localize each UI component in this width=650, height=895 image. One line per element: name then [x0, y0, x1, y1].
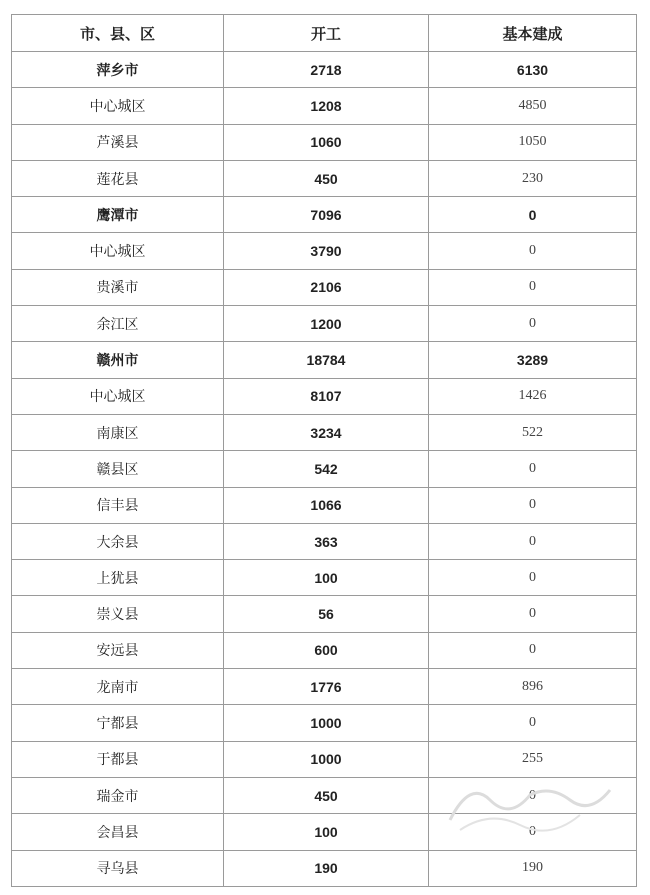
table-row: [12, 814, 637, 850]
started-cell: 7096: [224, 197, 429, 233]
started-cell: 1066: [224, 487, 429, 523]
region-cell: 芦溪县: [12, 124, 224, 160]
started-cell: 1000: [224, 705, 429, 741]
table-body: [12, 52, 637, 887]
table-row: [12, 632, 637, 668]
region-cell: 宁都县: [12, 705, 224, 741]
table-row: [12, 850, 637, 886]
started-cell: 3234: [224, 414, 429, 450]
table-row: [12, 88, 637, 124]
region-cell: 南康区: [12, 414, 224, 450]
completed-cell: 0: [429, 814, 637, 850]
started-cell: 18784: [224, 342, 429, 378]
started-cell: 8107: [224, 378, 429, 414]
started-cell: 1208: [224, 88, 429, 124]
table-row: [12, 487, 637, 523]
region-cell: 信丰县: [12, 487, 224, 523]
started-cell: 190: [224, 850, 429, 886]
region-cell: 瑞金市: [12, 777, 224, 813]
table-row: [12, 342, 637, 378]
table-row: [12, 451, 637, 487]
started-cell: 1776: [224, 669, 429, 705]
region-cell: 鹰潭市: [12, 197, 224, 233]
completed-cell: 4850: [429, 88, 637, 124]
housing-stats-table: [11, 14, 637, 887]
completed-cell: 0: [429, 306, 637, 342]
region-cell: 寻乌县: [12, 850, 224, 886]
completed-cell: 0: [429, 523, 637, 559]
started-cell: 600: [224, 632, 429, 668]
region-cell: 中心城区: [12, 233, 224, 269]
completed-cell: 896: [429, 669, 637, 705]
completed-cell: 190: [429, 850, 637, 886]
table-row: [12, 414, 637, 450]
completed-cell: 0: [429, 451, 637, 487]
completed-cell: 1050: [429, 124, 637, 160]
region-cell: 龙南市: [12, 669, 224, 705]
completed-cell: 1426: [429, 378, 637, 414]
completed-cell: 6130: [429, 52, 637, 88]
header-started: 开工: [224, 15, 429, 52]
table-row: [12, 741, 637, 777]
completed-cell: 0: [429, 632, 637, 668]
region-cell: 安远县: [12, 632, 224, 668]
header-region: 市、县、区: [12, 15, 224, 52]
table-row: [12, 705, 637, 741]
table-row: [12, 233, 637, 269]
completed-cell: 230: [429, 160, 637, 196]
completed-cell: 0: [429, 560, 637, 596]
region-cell: 上犹县: [12, 560, 224, 596]
completed-cell: 522: [429, 414, 637, 450]
started-cell: 100: [224, 814, 429, 850]
started-cell: 363: [224, 523, 429, 559]
started-cell: 2718: [224, 52, 429, 88]
completed-cell: 0: [429, 777, 637, 813]
table-row: [12, 269, 637, 305]
table-row: [12, 124, 637, 160]
completed-cell: 0: [429, 705, 637, 741]
region-cell: 中心城区: [12, 88, 224, 124]
started-cell: 1000: [224, 741, 429, 777]
region-cell: 赣州市: [12, 342, 224, 378]
table-row: [12, 197, 637, 233]
region-cell: 贵溪市: [12, 269, 224, 305]
table-row: [12, 523, 637, 559]
region-cell: 余江区: [12, 306, 224, 342]
table-header-row: [12, 15, 637, 52]
started-cell: 1060: [224, 124, 429, 160]
completed-cell: 3289: [429, 342, 637, 378]
table-row: [12, 160, 637, 196]
region-cell: 赣县区: [12, 451, 224, 487]
completed-cell: 255: [429, 741, 637, 777]
table-row: [12, 777, 637, 813]
started-cell: 56: [224, 596, 429, 632]
started-cell: 450: [224, 160, 429, 196]
table-row: [12, 669, 637, 705]
region-cell: 崇义县: [12, 596, 224, 632]
completed-cell: 0: [429, 197, 637, 233]
table-row: [12, 560, 637, 596]
region-cell: 莲花县: [12, 160, 224, 196]
started-cell: 542: [224, 451, 429, 487]
completed-cell: 0: [429, 487, 637, 523]
started-cell: 100: [224, 560, 429, 596]
region-cell: 萍乡市: [12, 52, 224, 88]
started-cell: 450: [224, 777, 429, 813]
started-cell: 3790: [224, 233, 429, 269]
completed-cell: 0: [429, 596, 637, 632]
region-cell: 会昌县: [12, 814, 224, 850]
region-cell: 大余县: [12, 523, 224, 559]
started-cell: 1200: [224, 306, 429, 342]
completed-cell: 0: [429, 269, 637, 305]
region-cell: 中心城区: [12, 378, 224, 414]
started-cell: 2106: [224, 269, 429, 305]
table-row: [12, 596, 637, 632]
completed-cell: 0: [429, 233, 637, 269]
table-row: [12, 378, 637, 414]
region-cell: 于都县: [12, 741, 224, 777]
table-row: [12, 306, 637, 342]
table-row: [12, 52, 637, 88]
header-completed: 基本建成: [429, 15, 637, 52]
